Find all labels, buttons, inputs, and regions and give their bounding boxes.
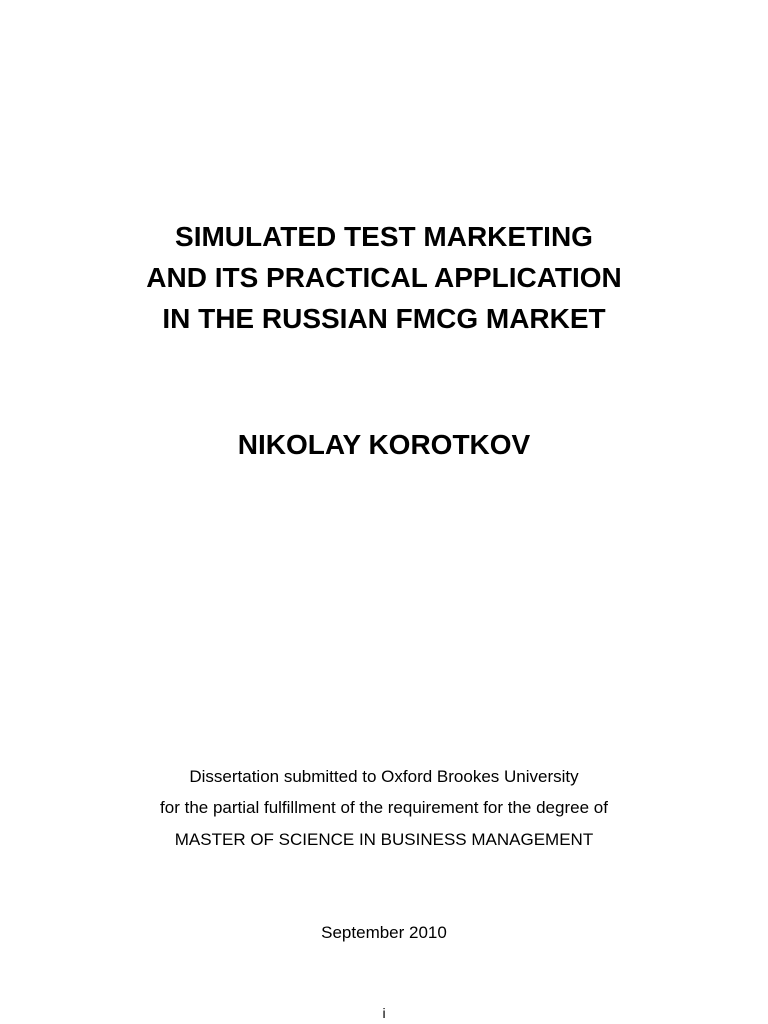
author-name: NIKOLAY KOROTKOV	[237, 429, 531, 460]
page-number: i	[382, 1005, 386, 1021]
title-line-2: AND ITS PRACTICAL APPLICATION	[146, 262, 622, 293]
submission-line-1: Dissertation submitted to Oxford Brookes University	[189, 767, 579, 786]
submission-date: September 2010	[321, 923, 447, 942]
degree-line: MASTER OF SCIENCE IN BUSINESS MANAGEMENT	[174, 830, 594, 849]
title-line-1: SIMULATED TEST MARKETING	[175, 221, 593, 252]
title-line-3: IN THE RUSSIAN FMCG MARKET	[162, 303, 606, 334]
submission-line-2: for the partial fulfillment of the requirement for the degree of	[160, 798, 608, 817]
